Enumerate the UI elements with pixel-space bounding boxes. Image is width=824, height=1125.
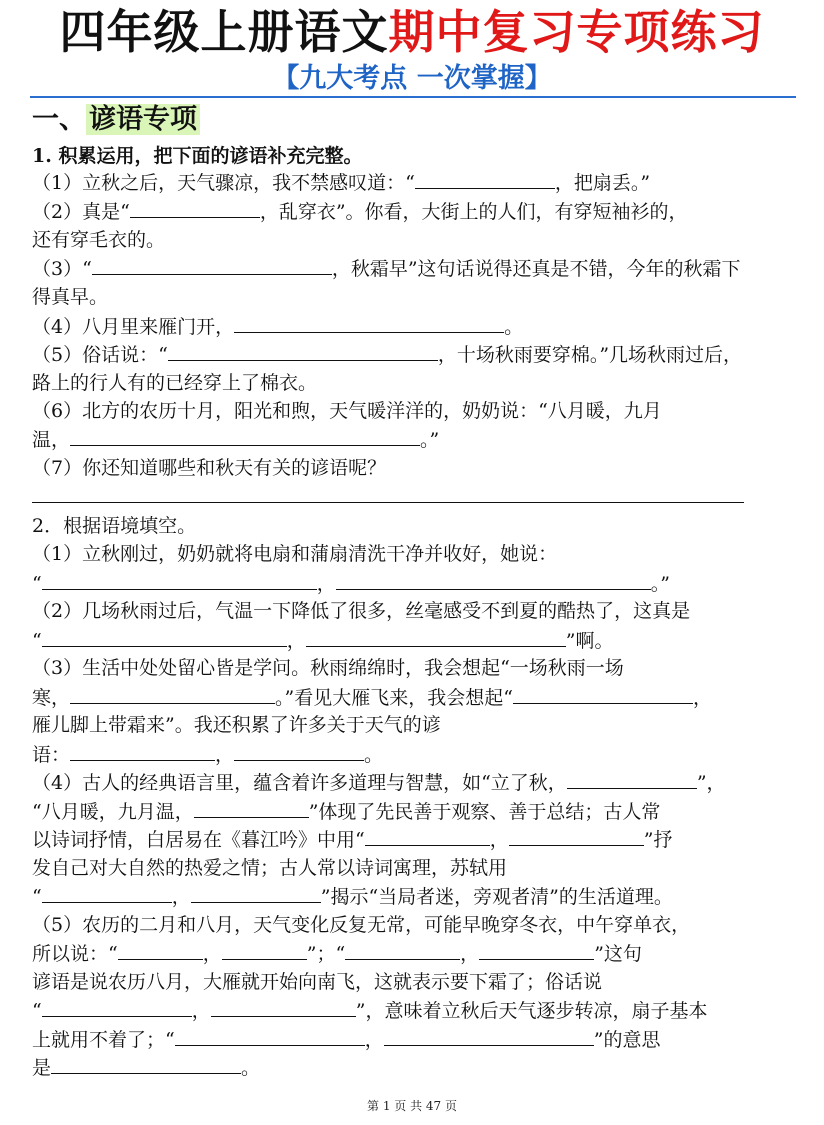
line-text: （5）俗话说：“ xyxy=(32,344,168,366)
line-text: 。”看见大雁飞来，我会想起“ xyxy=(275,687,513,709)
q2-item-2: （2）几场秋雨过后，气温一下降低了很多，丝毫感受不到夏的酷热了，这真是 xyxy=(32,600,691,622)
q1-item-5 xyxy=(32,340,798,369)
q2-item-2-cont xyxy=(32,626,798,655)
q1-item-4 xyxy=(32,312,798,341)
q1-item-3-cont: 得真早。 xyxy=(32,286,109,308)
q2-item-4 xyxy=(32,768,798,797)
line-text: ， xyxy=(215,744,235,766)
line-text: 以诗词抒情，白居易在《暮江吟》中用“ xyxy=(32,829,365,851)
q2-item-5-cont xyxy=(32,939,798,968)
line-text: “八月暖，九月温， xyxy=(32,801,194,823)
q1-item-3 xyxy=(32,254,798,283)
answer-blank[interactable] xyxy=(211,996,356,1017)
line-text: ”这句 xyxy=(594,943,642,965)
section-heading xyxy=(32,101,200,139)
line-text: ， xyxy=(692,687,712,709)
title-black-part: 四年级上册语文 xyxy=(59,5,389,59)
answer-blank[interactable] xyxy=(234,740,364,761)
answer-blank[interactable] xyxy=(384,1025,594,1046)
line-text: “ xyxy=(32,886,42,908)
line-text: ， xyxy=(316,573,336,595)
line-text: ”，意味着立秋后天气逐步转凉，扇子基本 xyxy=(355,1000,708,1022)
q1-item-6: （6）北方的农历十月，阳光和煦，天气暖洋洋的，奶奶说：“八月暖，九月 xyxy=(32,400,662,422)
line-text: ，乱穿衣”。你看，大街上的人们，有穿短袖衫的， xyxy=(259,201,688,223)
answer-blank[interactable] xyxy=(42,996,192,1017)
line-text: “ xyxy=(32,630,42,652)
answer-blank[interactable] xyxy=(415,168,555,189)
q2-item-5: （5）农历的二月和八月，天气变化反复无常，可能早晚穿冬衣，中午穿单衣， xyxy=(32,914,691,936)
answer-line[interactable] xyxy=(32,502,744,503)
q2-heading: 2．根据语境填空。 xyxy=(32,515,197,537)
answer-blank[interactable] xyxy=(306,626,566,647)
line-text: ， xyxy=(202,943,222,965)
line-text: 是 xyxy=(32,1057,52,1079)
line-text: ， xyxy=(364,1029,384,1051)
line-text: “ xyxy=(32,573,42,595)
line-text: （2）真是“ xyxy=(32,201,130,223)
q2-item-3-cont3 xyxy=(32,740,798,769)
q2-item-3-cont xyxy=(32,683,798,712)
line-text: ”揭示“当局者迷，旁观者清”的生活道理。 xyxy=(320,886,673,908)
answer-blank[interactable] xyxy=(509,825,644,846)
answer-blank[interactable] xyxy=(567,768,697,789)
line-text: ”的意思 xyxy=(593,1029,661,1051)
answer-blank[interactable] xyxy=(194,797,309,818)
line-text: （3）“ xyxy=(32,258,92,280)
section-number: 一、 xyxy=(32,104,86,135)
answer-blank[interactable] xyxy=(191,882,321,903)
line-text: ，秋霜早”这句话说得还真是不错，今年的秋霜下 xyxy=(331,258,741,280)
q1-item-2 xyxy=(32,197,798,226)
q1-item-7: （7）你还知道哪些和秋天有关的谚语呢？ xyxy=(32,457,387,479)
subtitle: 【九大考点 一次掌握】 xyxy=(272,63,552,94)
title-red-part: 期中复习专项练习 xyxy=(388,5,765,59)
line-text: ”；“ xyxy=(306,943,346,965)
line-text: （4）八月里来雁门开， xyxy=(32,316,235,338)
q2-item-3-cont2: 雁儿脚上带霜来”。我还积累了许多关于天气的谚 xyxy=(32,714,441,736)
answer-blank[interactable] xyxy=(70,683,275,704)
line-text: ”抒 xyxy=(643,829,673,851)
page-number: 第 1 页 共 47 页 xyxy=(367,1099,457,1113)
answer-blank[interactable] xyxy=(168,340,438,361)
line-text: ， xyxy=(489,829,509,851)
q1-item-6-cont xyxy=(32,425,798,454)
answer-blank[interactable] xyxy=(234,312,504,333)
answer-blank[interactable] xyxy=(130,197,260,218)
q2-item-5-cont2: 谚语是说农历八月，大雁就开始向南飞，这就表示要下霜了；俗话说 xyxy=(32,971,603,993)
q2-item-1-cont xyxy=(32,569,798,598)
q2-item-4-cont3: 发自己对大自然的热爱之情；古人常以诗词寓理，苏轼用 xyxy=(32,857,508,879)
answer-blank[interactable] xyxy=(51,1053,241,1074)
line-text: ，把扇丢。” xyxy=(554,172,651,194)
q1-item-5-cont: 路上的行人有的已经穿上了棉衣。 xyxy=(32,372,318,394)
q1-item-2-cont: 还有穿毛衣的。 xyxy=(32,229,166,251)
line-text: 语： xyxy=(32,744,71,766)
line-text: 寒， xyxy=(32,687,71,709)
line-text: ， xyxy=(460,943,480,965)
page-title xyxy=(0,4,824,60)
q2-item-4-cont4 xyxy=(32,882,798,911)
answer-blank[interactable] xyxy=(70,425,420,446)
answer-blank[interactable] xyxy=(92,254,332,275)
line-text: （1）立秋之后，天气骤凉，我不禁感叹道：“ xyxy=(32,172,415,194)
line-text: ”啊。 xyxy=(565,630,614,652)
answer-blank[interactable] xyxy=(513,683,693,704)
line-text: 。” xyxy=(420,429,440,451)
answer-blank[interactable] xyxy=(479,939,594,960)
q2-item-5-cont4 xyxy=(32,1025,798,1054)
line-text: ，十场秋雨要穿棉。”几场秋雨过后， xyxy=(437,344,743,366)
line-text: 。 xyxy=(364,744,384,766)
section-title: 谚语专项 xyxy=(86,104,200,135)
line-text: 所以说：“ xyxy=(32,943,118,965)
line-text: ”， xyxy=(696,772,726,794)
q2-item-4-cont2 xyxy=(32,825,798,854)
answer-blank[interactable] xyxy=(42,569,317,590)
line-text: 。 xyxy=(241,1057,261,1079)
q2-item-3: （3）生活中处处留心皆是学问。秋雨绵绵时，我会想起“一场秋雨一场 xyxy=(32,657,624,679)
q1-heading: 1. 积累运用，把下面的谚语补充完整。 xyxy=(32,145,363,167)
q1-item-1 xyxy=(32,168,798,197)
line-text: （4）古人的经典语言里，蕴含着许多道理与智慧，如“立了秋， xyxy=(32,772,567,794)
answer-blank[interactable] xyxy=(222,939,307,960)
answer-blank[interactable] xyxy=(345,939,460,960)
answer-blank[interactable] xyxy=(336,569,651,590)
line-text: ， xyxy=(171,886,191,908)
line-text: 上就用不着了；“ xyxy=(32,1029,175,1051)
answer-blank[interactable] xyxy=(118,939,203,960)
answer-blank[interactable] xyxy=(70,740,215,761)
answer-blank[interactable] xyxy=(175,1025,365,1046)
answer-blank[interactable] xyxy=(365,825,490,846)
q2-item-4-cont xyxy=(32,797,798,826)
line-text: ”体现了先民善于观察、善于总结；古人常 xyxy=(308,801,661,823)
line-text: ， xyxy=(191,1000,211,1022)
line-text: 。” xyxy=(650,573,670,595)
q2-item-5-cont3 xyxy=(32,996,798,1025)
q2-item-1: （1）立秋刚过，奶奶就将电扇和蒲扇清洗干净并收好，她说： xyxy=(32,543,558,565)
line-text: ， xyxy=(286,630,306,652)
line-text: 。 xyxy=(504,316,524,338)
answer-blank[interactable] xyxy=(42,882,172,903)
answer-blank[interactable] xyxy=(42,626,287,647)
line-text: “ xyxy=(32,1000,42,1022)
line-text: 温， xyxy=(32,429,71,451)
header-divider xyxy=(30,96,796,98)
q2-item-5-cont5 xyxy=(32,1053,798,1082)
